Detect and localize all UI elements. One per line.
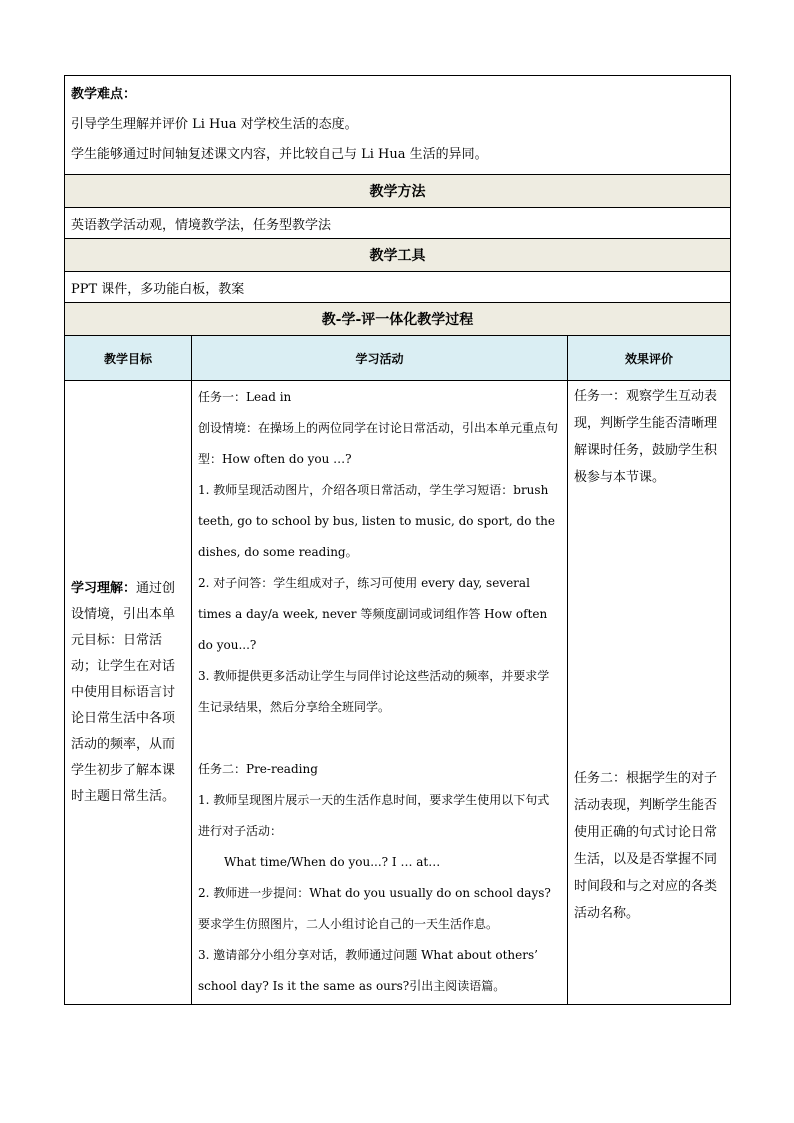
col-eval-header: 效果评价 <box>568 336 731 381</box>
task1-title: 任务一：Lead in <box>198 390 292 404</box>
task1-step2: 2. 对子问答：学生组成对子，练习可使用 every day, several times a day/a week, never 等频度副词或词组作答 How often do you...? <box>198 576 548 652</box>
lesson-plan-table <box>64 75 731 1005</box>
process-heading-row <box>65 303 731 336</box>
activity-cell <box>192 381 568 1005</box>
process-heading: 教-学-评一体化教学过程 <box>65 303 731 336</box>
task1-intro: 创设情境：在操场上的两位同学在讨论日常活动，引出本单元重点句型：How often do you …? <box>198 421 559 466</box>
eval-task2: 任务二：根据学生的对子活动表现，判断学生能否使用正确的句式讨论日常生活，以及是否掌握不同时间段和与之对应的各类活动名称。 <box>574 771 718 921</box>
method-text: 英语教学活动观，情境教学法，任务型教学法 <box>65 208 731 239</box>
eval-task1: 任务一：观察学生互动表现，判断学生能否清晰理解课时任务，鼓励学生积极参与本节课。 <box>574 389 718 485</box>
method-heading-row <box>65 175 731 208</box>
tools-row <box>65 272 731 303</box>
difficulty-line-2: 学生能够通过时间轴复述课文内容，并比较自己与 Li Hua 生活的异同。 <box>71 147 488 162</box>
task2-step2: 2. 教师进一步提问：What do you usually do on school days? 要求学生仿照图片，二人小组讨论自己的一天生活作息。 <box>198 886 551 931</box>
col-activity-header: 学习活动 <box>192 336 568 381</box>
difficulty-cell <box>65 76 731 175</box>
tools-heading-row <box>65 239 731 272</box>
column-header-row <box>65 336 731 381</box>
task1-step1: 1. 教师呈现活动图片，介绍各项日常活动，学生学习短语：brush teeth, go to school by bus, listen to music, do sport, do the dishes, do some reading。 <box>198 483 555 559</box>
eval-spacer <box>574 491 724 765</box>
tools-text: PPT 课件，多功能白板，教案 <box>65 272 731 303</box>
task2-step3: 3. 邀请部分小组分享对话，教师通过问题 What about others’ school day? Is it the same as ours?引出主阅读语篇。 <box>198 948 538 993</box>
task2-pattern: What time/When do you...? I … at… <box>224 855 441 869</box>
goal-text: 通过创设情境，引出本单元目标：日常活动；让学生在对话中使用目标语言讨论日常生活中各项活动的频率，从而学生初步了解本课时主题日常生活。 <box>71 580 176 804</box>
col-goal-header: 教学目标 <box>65 336 192 381</box>
difficulty-line-1: 引导学生理解并评价 Li Hua 对学校生活的态度。 <box>71 117 358 132</box>
difficulty-heading: 教学难点： <box>71 87 137 102</box>
process-body-row <box>65 381 731 1005</box>
evaluation-cell <box>568 381 731 1005</box>
goal-bold-label: 学习理解： <box>71 580 137 596</box>
goal-cell <box>65 381 192 1005</box>
difficulty-row <box>65 76 731 175</box>
method-row <box>65 208 731 239</box>
task2-title: 任务二：Pre-reading <box>198 762 318 776</box>
task2-step1: 1. 教师呈现图片展示一天的生活作息时间，要求学生使用以下句式进行对子活动： <box>198 793 550 838</box>
spacer <box>198 723 561 754</box>
tools-heading: 教学工具 <box>65 239 731 272</box>
task1-step3: 3. 教师提供更多活动让学生与同伴讨论这些活动的频率，并要求学生记录结果，然后分享给全班同学。 <box>198 669 550 714</box>
method-heading: 教学方法 <box>65 175 731 208</box>
